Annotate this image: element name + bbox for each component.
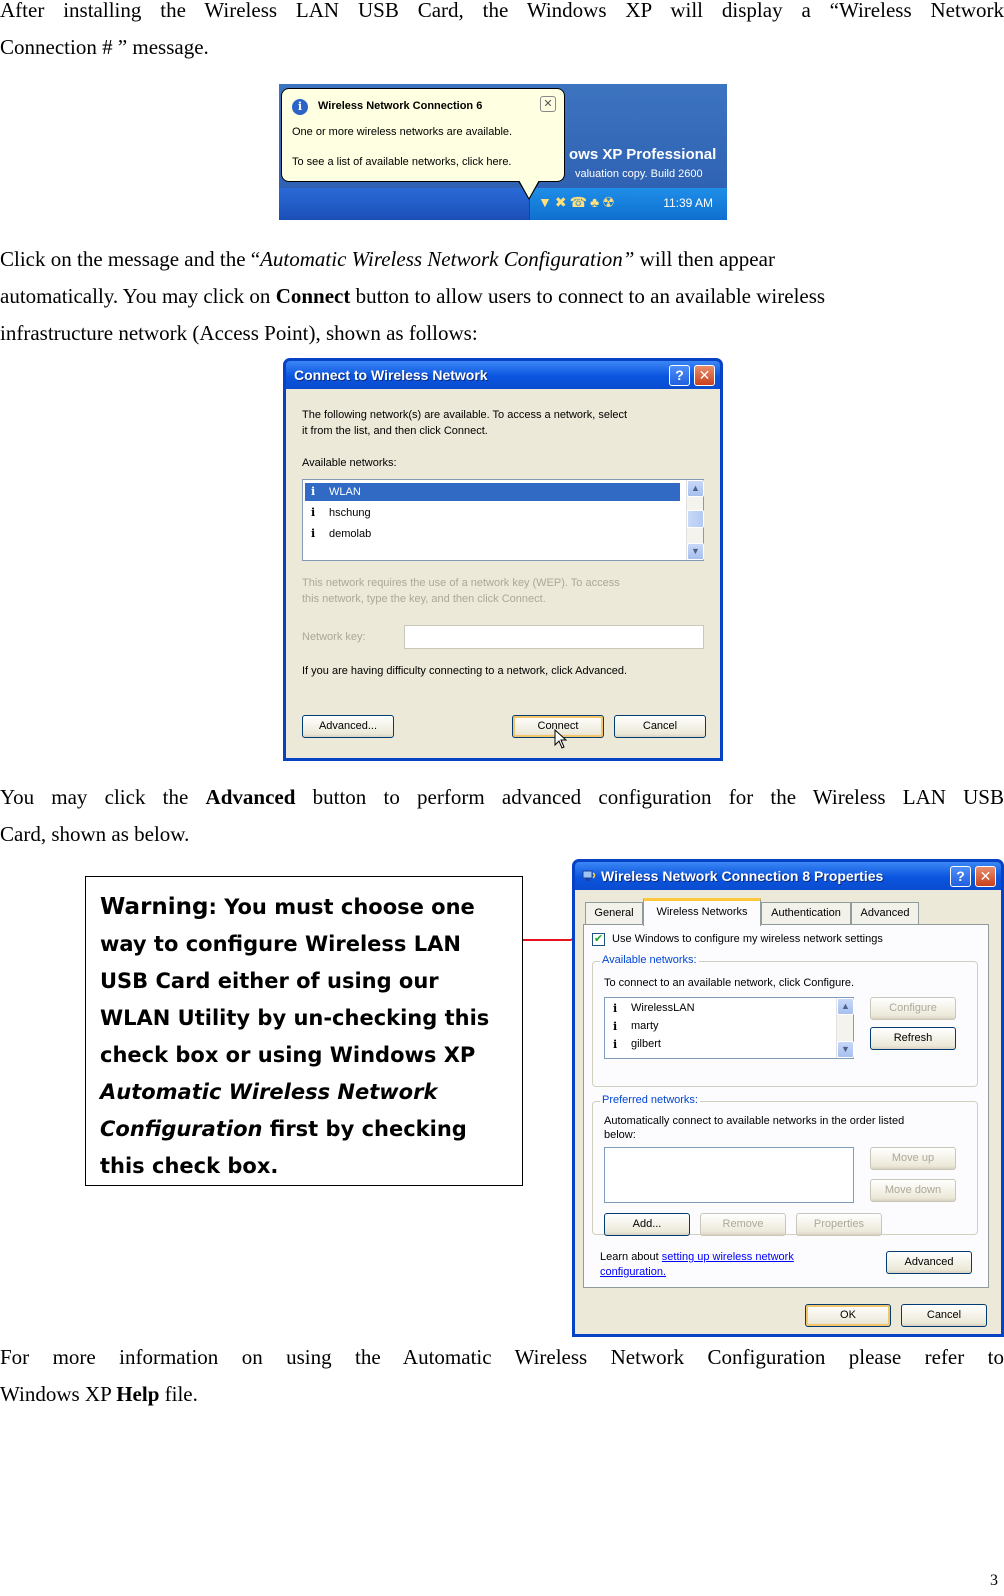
network-item-demolab[interactable] xyxy=(305,525,680,543)
warning-line-7b: first by checking xyxy=(262,1117,467,1141)
properties-button[interactable]: Properties xyxy=(796,1213,882,1236)
help-icon[interactable]: ? xyxy=(669,365,690,386)
warning-line-2: way to configure Wireless LAN xyxy=(100,932,461,956)
refresh-button[interactable]: Refresh xyxy=(870,1027,956,1050)
warning-line-5: check box or using Windows XP xyxy=(100,1043,476,1067)
warning-italic-1: Automatic Wireless Network xyxy=(100,1080,438,1104)
wep-desc-1: This network requires the use of a network key (WEP). To access xyxy=(302,577,620,589)
warning-head: Warning xyxy=(100,894,209,920)
warning-line-1 xyxy=(100,889,512,926)
network-antenna-icon: i xyxy=(613,1038,618,1051)
use-windows-label[interactable]: Use Windows to configure my wireless network settings xyxy=(612,933,883,945)
para4-line-2 xyxy=(0,1376,1004,1413)
page-number: 3 xyxy=(990,1572,998,1589)
para4-help-bold: Help xyxy=(116,1382,160,1406)
connect-desc-1: The following network(s) are available. To access a network, select xyxy=(302,409,628,421)
props-available-list[interactable] xyxy=(604,997,854,1059)
available-networks-label: Available networks: xyxy=(302,457,397,469)
mouse-cursor-icon xyxy=(554,729,568,749)
intro-line-2: Connection # ” message. xyxy=(0,35,209,59)
scroll-thumb[interactable] xyxy=(687,510,704,528)
network-item-wirelesslan[interactable] xyxy=(607,1000,832,1017)
scroll-up-icon[interactable]: ▲ xyxy=(837,998,854,1015)
network-list-scrollbar[interactable] xyxy=(686,480,703,560)
connect-button[interactable]: Connect xyxy=(512,715,604,738)
system-tray xyxy=(529,188,727,220)
network-antenna-icon: i xyxy=(613,1002,618,1015)
network-antenna-icon: i xyxy=(311,485,316,498)
connect-dialog-body xyxy=(286,389,720,758)
network-item-gilbert[interactable] xyxy=(607,1036,832,1053)
scroll-up-icon[interactable]: ▲ xyxy=(687,480,704,497)
tray-clock: 11:39 AM xyxy=(663,196,713,210)
scroll-down-icon[interactable]: ▼ xyxy=(687,543,704,560)
learn-link-2[interactable]: configuration. xyxy=(600,1266,667,1278)
preferred-desc-1: Automatically connect to available networks in the order listed xyxy=(604,1115,905,1127)
connect-dialog xyxy=(283,358,723,761)
balloon-tail xyxy=(519,180,539,198)
available-group-label: Available networks: xyxy=(602,954,697,966)
use-windows-checkbox[interactable]: ✔ xyxy=(593,933,604,945)
wireless-notification-balloon[interactable] xyxy=(281,88,565,182)
network-name: marty xyxy=(631,1020,659,1032)
para4-line2c: file. xyxy=(159,1382,198,1406)
move-down-button[interactable]: Move down xyxy=(870,1179,956,1202)
network-key-label: Network key: xyxy=(302,631,366,643)
warning-italic-2: Configuration xyxy=(100,1117,263,1141)
learn-link-1[interactable]: setting up wireless network xyxy=(661,1251,794,1263)
para2-line-2 xyxy=(0,278,1004,315)
tray-icons[interactable]: ▼✖☎♣☢ xyxy=(538,194,618,210)
connect-dialog-title: Connect to Wireless Network xyxy=(294,367,488,383)
info-icon: i xyxy=(292,99,308,115)
para3-advanced-bold: Advanced xyxy=(205,785,296,809)
scroll-down-icon[interactable]: ▼ xyxy=(837,1041,854,1058)
para2-c: will then appear xyxy=(634,247,775,271)
balloon-message-1: One or more wireless networks are available. xyxy=(292,126,513,138)
cancel-button[interactable]: Cancel xyxy=(614,715,706,738)
connect-dialog-titlebar xyxy=(286,361,720,389)
preferred-group-label: Preferred networks: xyxy=(602,1094,698,1106)
advanced-button[interactable]: Advanced xyxy=(886,1251,972,1274)
para3-line-1 xyxy=(0,779,1004,816)
close-icon[interactable]: ✕ xyxy=(975,866,996,887)
warning-line-3: USB Card either of using our xyxy=(100,969,439,993)
desktop-brand-text: ows XP Professional xyxy=(569,146,717,163)
network-connection-icon xyxy=(581,869,597,883)
warning-callout xyxy=(85,876,523,1186)
properties-dialog xyxy=(572,859,1004,1337)
remove-button[interactable]: Remove xyxy=(700,1213,786,1236)
connect-desc-2: it from the list, and then click Connect. xyxy=(302,425,488,437)
move-up-button[interactable]: Move up xyxy=(870,1147,956,1170)
network-name: hschung xyxy=(329,507,371,519)
warning-text-1: : You must choose one xyxy=(208,895,475,919)
network-item-marty[interactable] xyxy=(607,1018,832,1035)
para2-line2a: automatically. You may click on xyxy=(0,284,276,308)
network-name: WirelessLAN xyxy=(631,1002,695,1014)
warning-line-8: this check box. xyxy=(100,1154,279,1178)
network-item-wlan[interactable] xyxy=(305,483,680,501)
network-name: demolab xyxy=(329,528,372,540)
balloon-title: Wireless Network Connection 6 xyxy=(318,100,483,112)
preferred-networks-list[interactable] xyxy=(604,1147,854,1203)
para4-line2a: Windows XP xyxy=(0,1382,117,1406)
network-antenna-icon: i xyxy=(613,1020,618,1033)
properties-title: Wireless Network Connection 8 Properties xyxy=(601,868,884,884)
advanced-button[interactable]: Advanced... xyxy=(302,715,394,738)
balloon-message-2[interactable]: To see a list of available networks, click here. xyxy=(292,156,512,168)
intro-line-1: After installing the Wireless LAN USB Card, the Windows XP will display a “Wireless Network xyxy=(0,0,1004,22)
learn-prefix: Learn about xyxy=(600,1251,662,1263)
para3-line-2: Card, shown as below. xyxy=(0,822,190,846)
network-key-input[interactable] xyxy=(404,625,704,649)
para2-a: Click on the message and the “ xyxy=(0,247,261,271)
preferred-desc-2: below: xyxy=(604,1129,636,1141)
add-button[interactable]: Add... xyxy=(604,1213,690,1236)
para2-line2c: button to allow users to connect to an available wireless xyxy=(350,284,826,308)
para2-line-3: infrastructure network (Access Point), shown as follows: xyxy=(0,321,478,345)
network-item-hschung[interactable] xyxy=(305,504,680,522)
available-networks-list[interactable] xyxy=(302,479,704,561)
properties-body xyxy=(575,890,1001,1334)
warning-line-4: WLAN Utility by un-checking this xyxy=(100,1006,490,1030)
configure-button[interactable]: Configure xyxy=(870,997,956,1020)
help-icon[interactable]: ? xyxy=(950,866,971,887)
para2-connect-bold: Connect xyxy=(275,284,351,308)
network-name: gilbert xyxy=(631,1038,661,1050)
para4-line-1: For more information on using the Automatic Wireless Network Configuration please refer to xyxy=(0,1345,1004,1369)
tab-authentication[interactable]: Authentication xyxy=(761,902,851,924)
network-antenna-icon: i xyxy=(311,527,316,540)
balloon-close-icon[interactable]: ✕ xyxy=(540,96,556,112)
para2-italic: Automatic Wireless Network Configuration” xyxy=(260,247,635,271)
wep-desc-2: this network, type the key, and then click Connect. xyxy=(302,593,546,605)
tab-general[interactable]: General xyxy=(585,902,643,924)
tab-wireless-networks[interactable]: Wireless Networks xyxy=(643,898,761,926)
available-desc: To connect to an available network, click Configure. xyxy=(604,977,855,989)
desktop-eval-text: valuation copy. Build 2600 xyxy=(575,168,703,180)
para3-c: button to perform advanced configuration for the Wireless LAN USB xyxy=(295,785,1004,809)
difficulty-text: If you are having difficulty connecting to a network, click Advanced. xyxy=(302,665,628,677)
warning-line-7 xyxy=(100,1111,512,1148)
para2-line-1 xyxy=(0,241,1004,278)
learn-about-line xyxy=(600,1251,794,1263)
ok-button[interactable]: OK xyxy=(805,1304,891,1327)
tab-advanced[interactable]: Advanced xyxy=(851,902,919,924)
balloon-screenshot xyxy=(279,84,727,220)
warning-line-6 xyxy=(100,1074,512,1111)
close-icon[interactable]: ✕ xyxy=(694,365,715,386)
props-list-scrollbar[interactable] xyxy=(836,998,853,1058)
network-antenna-icon: i xyxy=(311,506,316,519)
cancel-button[interactable]: Cancel xyxy=(901,1304,987,1327)
network-name: WLAN xyxy=(329,486,361,498)
wireless-networks-page xyxy=(583,924,989,1288)
para3-a: You may click the xyxy=(0,785,206,809)
properties-titlebar xyxy=(575,862,1001,890)
